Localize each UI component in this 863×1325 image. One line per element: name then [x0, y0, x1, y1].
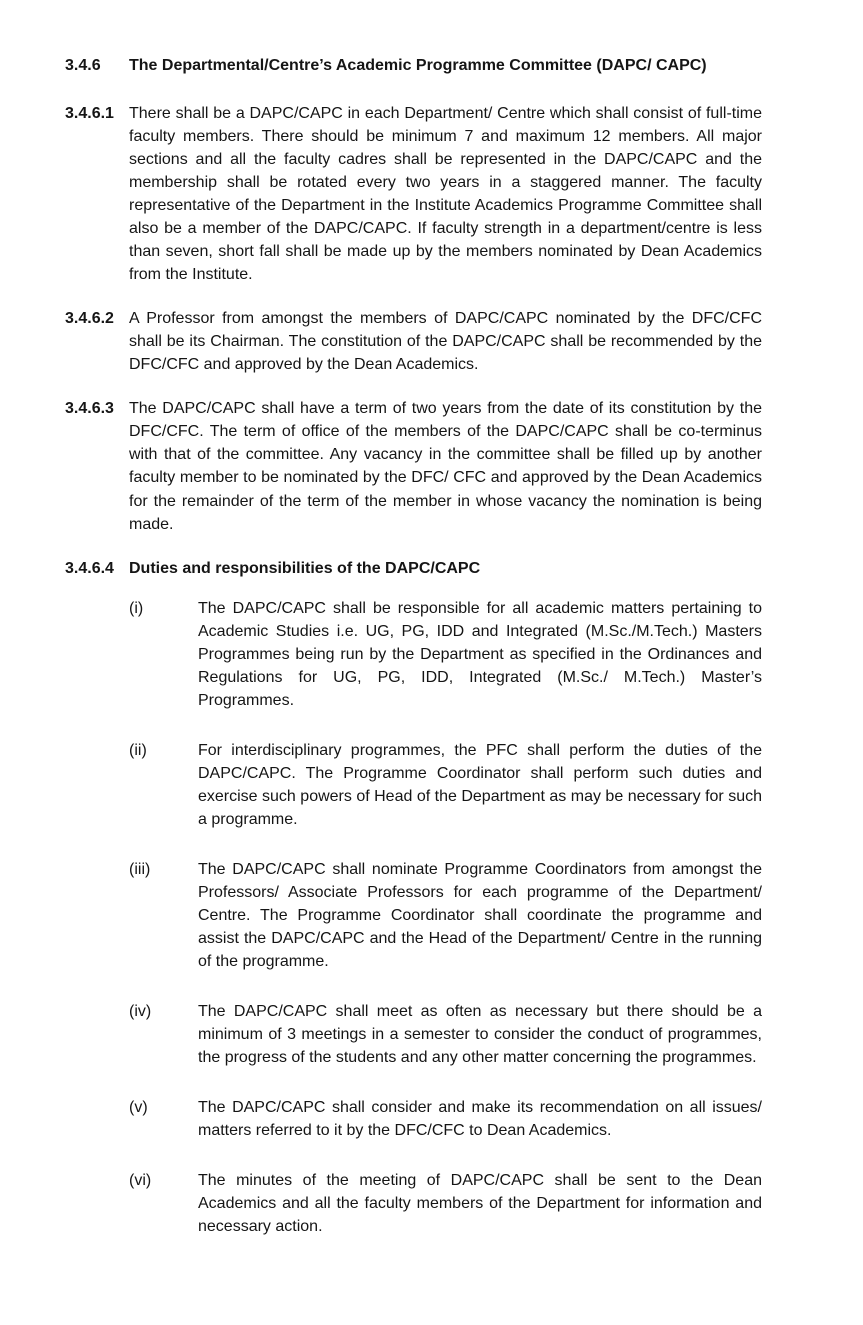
list-item-text: The minutes of the meeting of DAPC/CAPC shall be sent to the Dean Academics and all the faculty members of the Department for information and necessary action. — [198, 1172, 762, 1236]
paragraph-number: 3.4.6.3 — [65, 400, 114, 418]
paragraph-number: 3.4.6.2 — [65, 310, 114, 328]
duties-list — [129, 597, 762, 1239]
list-item-ii — [129, 739, 762, 831]
list-item-iii — [129, 858, 762, 973]
paragraph-text: A Professor from amongst the members of DAPC/CAPC nominated by the DFC/CFC shall be its Chairman. The constitution of the DAPC/CAPC shall be recommended by the DFC/CFC and approved by the Dean Academics. — [129, 310, 762, 374]
section-number: 3.4.6 — [65, 57, 101, 74]
list-item-text: The DAPC/CAPC shall meet as often as necessary but there should be a minimum of 3 meetings in a semester to consider the conduct of programmes, the progress of the students and any other matter concerning the programmes. — [198, 1003, 762, 1067]
paragraph-text: The DAPC/CAPC shall have a term of two years from the date of its constitution by the DFC/CFC. The term of office of the members of the DAPC/CAPC shall be co-terminus with that of the committee. Any vacancy in the committee shall be filled up by another faculty member to be nominated by the DFC/ CFC and approved by the Dean Academics for the remainder of the term of the member in whose vacancy the nomination is being made. — [129, 400, 762, 533]
paragraph-3-4-6-2 — [65, 307, 762, 376]
list-item-v — [129, 1096, 762, 1142]
subsection-title: Duties and responsibilities of the DAPC/CAPC — [129, 559, 481, 577]
paragraph-3-4-6-1 — [65, 102, 762, 286]
paragraph-3-4-6-3 — [65, 397, 762, 535]
list-item-label: (iv) — [129, 1003, 152, 1021]
list-item-label: (iii) — [129, 860, 151, 878]
paragraph-number: 3.4.6.1 — [65, 105, 114, 123]
list-item-i — [129, 597, 762, 712]
list-item-text: The DAPC/CAPC shall be responsible for all academic matters pertaining to Academic Studies i.e. UG, PG, IDD and Integrated (M.Sc./M.Tech.) Masters Programmes being run by the Department as specified in the Ordinances and Regulations for UG, PG, IDD, Integrated (M.Sc./ M.Tech.) Master’s Programmes. — [198, 599, 762, 709]
list-item-iv — [129, 1000, 762, 1069]
list-item-vi — [129, 1169, 762, 1238]
paragraph-text: There shall be a DAPC/CAPC in each Department/ Centre which shall consist of full-time faculty members. There should be minimum 7 and maximum 12 members. All major sections and all the faculty cadres shall be represented in the DAPC/CAPC and the membership shall be rotated every two years in a staggered manner. The faculty representative of the Department in the Institute Academics Programme Committee shall also be a member of the DAPC/CAPC. If faculty strength in a department/centre is less than seven, short fall shall be made up by the members nominated by Dean Academics from the Institute. — [129, 105, 762, 284]
list-item-label: (i) — [129, 599, 144, 617]
section-heading — [65, 54, 762, 77]
subsection-heading — [65, 557, 762, 580]
subsection-number: 3.4.6.4 — [65, 559, 114, 577]
list-item-label: (v) — [129, 1099, 148, 1117]
list-item-text: For interdisciplinary programmes, the PFC shall perform the duties of the DAPC/CAPC. The Programme Coordinator shall perform such duties and exercise such powers of Head of the Department as may be necessary for such a programme. — [198, 741, 762, 828]
list-item-label: (ii) — [129, 741, 147, 759]
list-item-text: The DAPC/CAPC shall nominate Programme Coordinators from amongst the Professors/ Associate Professors for each programme of the Department/ Centre. The Programme Coordinator shall coordinate the programme and assist the DAPC/CAPC and the Head of the Department/ Centre in the running of the programme. — [198, 860, 762, 970]
section-title: The Departmental/Centre’s Academic Programme Committee (DAPC/ CAPC) — [129, 57, 707, 74]
list-item-label: (vi) — [129, 1172, 152, 1190]
list-item-text: The DAPC/CAPC shall consider and make its recommendation on all issues/ matters referred to it by the DFC/CFC to Dean Academics. — [198, 1099, 762, 1140]
